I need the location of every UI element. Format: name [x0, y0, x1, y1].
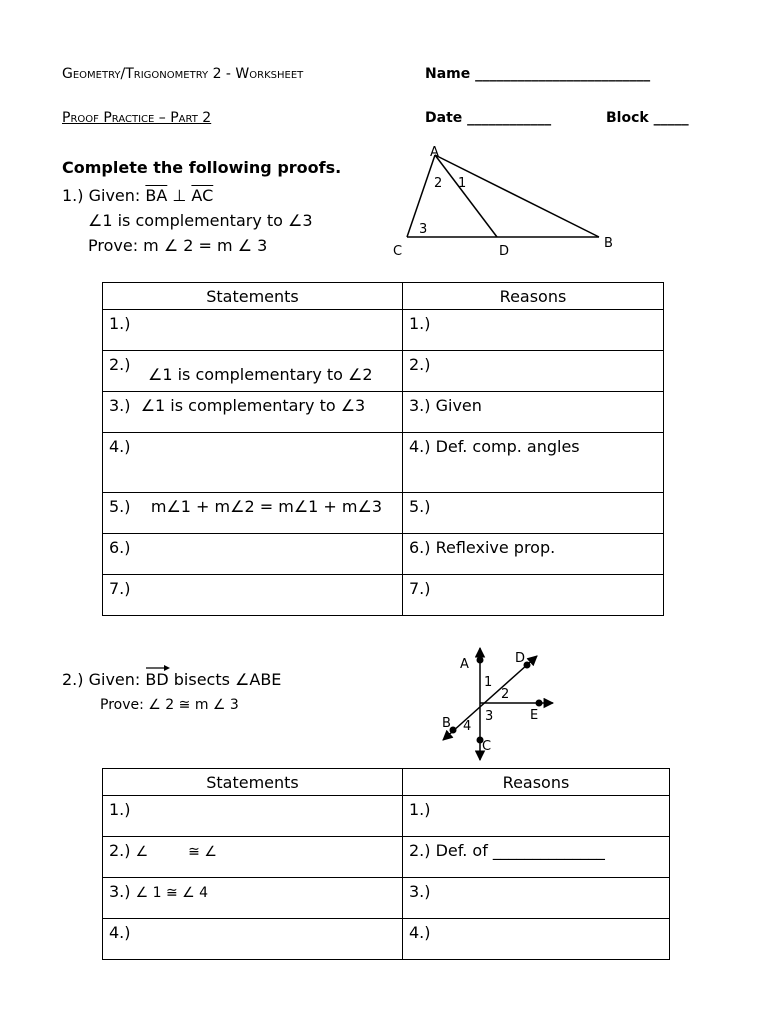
angle-label-4: 4 — [463, 719, 472, 734]
table-row — [103, 351, 664, 392]
date-field[interactable]: Date ____________ — [425, 110, 552, 126]
reasons-header: Reasons — [403, 769, 670, 796]
segment-ac: $\overline{AC}$ — [191, 186, 214, 205]
statement-cell[interactable]: 2.) ∠ ≅ ∠ — [103, 837, 403, 878]
worksheet-title: Geometry/Trigonometry 2 - Worksheet — [62, 66, 304, 82]
problem1-given-2: ∠1 is complementary to ∠3 — [88, 211, 313, 230]
reason-cell[interactable]: 7.) — [403, 575, 664, 616]
ray-arrow-icon — [145, 663, 171, 672]
reasons-header: Reasons — [403, 283, 664, 310]
statements-header: Statements — [103, 769, 403, 796]
statement-cell[interactable]: 2.) ∠1 is complementary to ∠2 — [103, 351, 403, 392]
reason-cell[interactable]: 4.) Def. comp. angles — [403, 433, 664, 493]
label-c: C — [393, 244, 403, 258]
statement-cell[interactable]: 6.) — [103, 534, 403, 575]
table-row — [103, 919, 670, 960]
reason-cell[interactable]: 3.) Given — [403, 392, 664, 433]
label-d: D — [499, 244, 510, 258]
reason-cell[interactable]: 1.) — [403, 796, 670, 837]
point-e — [536, 700, 543, 707]
reason-cell[interactable]: 3.) — [403, 878, 670, 919]
prove-math: ∠ 2 ≅ m ∠ 3 — [148, 697, 239, 713]
label-a: A — [460, 657, 469, 672]
angle-label-2: 2 — [434, 176, 443, 191]
statement-cell[interactable]: 3.) ∠ 1 ≅ ∠ 4 — [103, 878, 403, 919]
point-a — [477, 657, 484, 664]
worksheet-subtitle: Proof Practice – Part 2 — [62, 110, 212, 126]
angle-label-3: 3 — [485, 709, 494, 724]
statement-cell[interactable]: 5.) m∠1 + m∠2 = m∠1 + m∠3 — [103, 493, 403, 534]
problem2-prove — [100, 697, 239, 713]
triangle-figure — [385, 143, 625, 258]
block-field[interactable]: Block _____ — [606, 110, 689, 126]
table-row — [103, 837, 670, 878]
angle-label-3: 3 — [419, 222, 428, 237]
label-b: B — [442, 716, 451, 731]
reason-cell[interactable]: 5.) — [403, 493, 664, 534]
proof-table-1 — [102, 282, 664, 616]
side-ab — [435, 155, 599, 237]
statement-cell[interactable]: 1.) — [103, 796, 403, 837]
label-c: C — [482, 739, 492, 754]
problem1-given — [62, 183, 213, 208]
name-field[interactable]: Name _________________________ — [425, 66, 651, 82]
given-prefix: 2.) Given: — [62, 670, 146, 689]
table-row — [103, 575, 664, 616]
given-prefix: 1.) Given: — [62, 186, 146, 205]
label-a: A — [430, 145, 439, 160]
table-row — [103, 534, 664, 575]
perp-symbol: ⊥ — [167, 186, 192, 205]
reason-cell[interactable]: 2.) — [403, 351, 664, 392]
segment-ad — [435, 155, 497, 237]
reason-cell[interactable]: 4.) — [403, 919, 670, 960]
proof-table-2 — [102, 768, 670, 960]
table-row — [103, 796, 670, 837]
reason-cell[interactable]: 2.) Def. of ______________ — [403, 837, 670, 878]
statement-cell[interactable]: 4.) — [103, 433, 403, 493]
angle-label-1: 1 — [458, 176, 467, 191]
statement-cell[interactable]: 7.) — [103, 575, 403, 616]
statement-cell[interactable]: 3.) ∠1 is complementary to ∠3 — [103, 392, 403, 433]
statement-cell[interactable]: 1.) — [103, 310, 403, 351]
label-e: E — [530, 708, 539, 723]
angle-label-2: 2 — [501, 687, 510, 702]
table-row — [103, 493, 664, 534]
problem1-prove: Prove: m ∠ 2 = m ∠ 3 — [88, 236, 268, 255]
ray-bd: BD — [145, 670, 168, 689]
angle-label-1: 1 — [484, 675, 493, 690]
label-d: D — [515, 651, 526, 666]
reason-cell[interactable]: 1.) — [403, 310, 664, 351]
line-bd — [443, 656, 537, 740]
prove-prefix: Prove: — [100, 697, 149, 713]
table-row — [103, 433, 664, 493]
problem2-given — [62, 670, 281, 689]
instructions: Complete the following proofs. — [62, 158, 342, 177]
table-row — [103, 878, 670, 919]
bisector-figure — [425, 640, 565, 770]
table-row — [103, 392, 664, 433]
given-suffix: bisects ∠ABE — [168, 670, 282, 689]
statement-cell[interactable]: 4.) — [103, 919, 403, 960]
statements-header: Statements — [103, 283, 403, 310]
segment-ba: $\overline{BA}$ — [145, 186, 168, 205]
label-b: B — [604, 236, 613, 251]
table-row — [103, 310, 664, 351]
reason-cell[interactable]: 6.) Reflexive prop. — [403, 534, 664, 575]
